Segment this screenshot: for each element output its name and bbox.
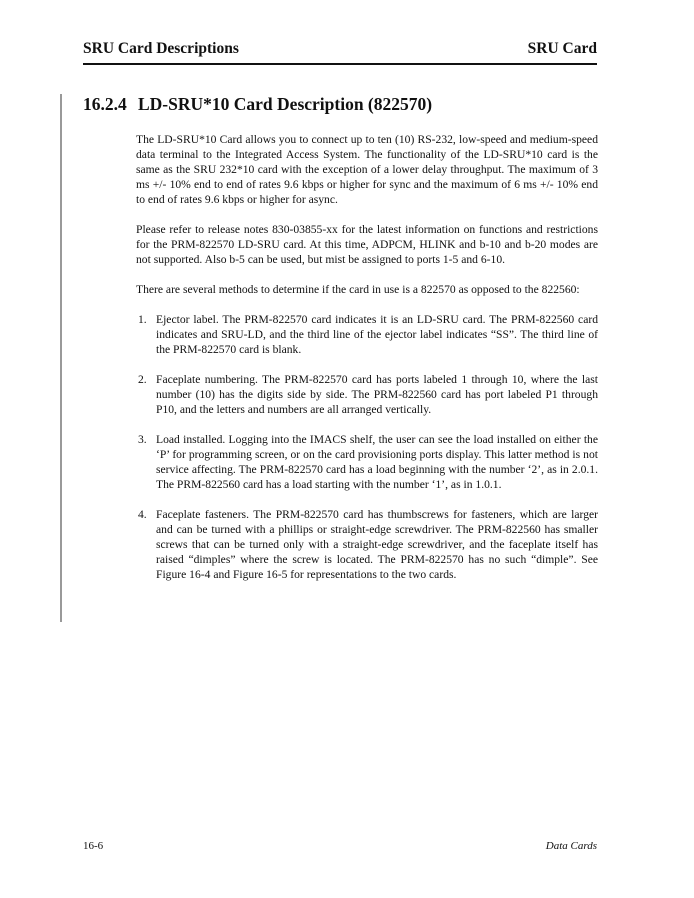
running-footer [83, 840, 597, 852]
list-item-text: Load installed. Logging into the IMACS shelf, the user can see the load installed on either the ‘P’ for programming screen, or on the card provisioning ports display. This latter method is not service affecting. The PRM-822570 card has a load beginning with the number ‘2’, as in 2.0.1. The PRM-822560 card has a load starting with the number ‘1’, as in 1.0.1. [156, 433, 598, 491]
header-divider [83, 63, 597, 65]
list-item [136, 507, 598, 582]
list-item-text: Ejector label. The PRM-822570 card indicates it is an LD-SRU card. The PRM-822560 card indicates and SRU-LD, and the third line of the ejector label indicates “SS”. The third line of the PRM-822570 card is blank. [156, 313, 598, 356]
list-item-text: Faceplate numbering. The PRM-822570 card has ports labeled 1 through 10, where the last number (10) has the digits side by side. The PRM-822560 card has port labeled P1 through P10, and the letters and numbers are all arranged vertically. [156, 373, 598, 416]
paragraph: Please refer to release notes 830-03855-xx for the latest information on functions and restrictions for the PRM-822570 LD-SRU card. At this time, ADPCM, HLINK and b-10 and b-20 modes are not supported. Also b-5 can be used, but mist be assigned to ports 1-5 and 6-10. [136, 223, 598, 266]
list-item-text: Faceplate fasteners. The PRM-822570 card has thumbscrews for fasteners, which are larger and can be turned with a phillips or straight-edge screwdriver. The PRM-822560 has smaller screws that can be turned only with a straight-edge screwdriver, and the faceplate itself has raised “dimples” where the screw is located. The PRM-822570 has no such “dimple”. See Figure 16-4 and Figure 16-5 for representations to the two cards. [156, 508, 598, 581]
header-left-title: SRU Card Descriptions [83, 40, 239, 57]
list-marker: 3. [138, 433, 147, 446]
section-heading [83, 94, 432, 115]
header-right-title: SRU Card [527, 40, 597, 57]
section-title: LD-SRU*10 Card Description (822570) [138, 94, 433, 114]
list-item [136, 312, 598, 357]
body-text [136, 132, 598, 597]
list-item [136, 372, 598, 417]
section-number: 16.2.4 [83, 94, 127, 114]
paragraph: There are several methods to determine if the card in use is a 822570 as opposed to the 822560: [136, 283, 580, 296]
list-item [136, 432, 598, 492]
paragraph: The LD-SRU*10 Card allows you to connect up to ten (10) RS-232, low-speed and medium-speed data terminal to the Integrated Access System. The functionality of the LD-SRU*10 card is the same as the SRU 232*10 card with the exception of a lower delay throughput. The maximum of 3 ms +/- 10% end to end of rates 9.6 kbps or higher for sync and the maximum of 6 ms +/- 10% end to end of rates 9.6 kbps or higher for async. [136, 133, 598, 206]
page-number: 16-6 [83, 840, 104, 852]
list-marker: 4. [138, 508, 147, 521]
methods-list [136, 312, 598, 582]
change-bar [60, 94, 62, 622]
running-header [83, 40, 597, 58]
list-marker: 2. [138, 373, 147, 386]
list-marker: 1. [138, 313, 147, 326]
chapter-title: Data Cards [545, 840, 597, 852]
